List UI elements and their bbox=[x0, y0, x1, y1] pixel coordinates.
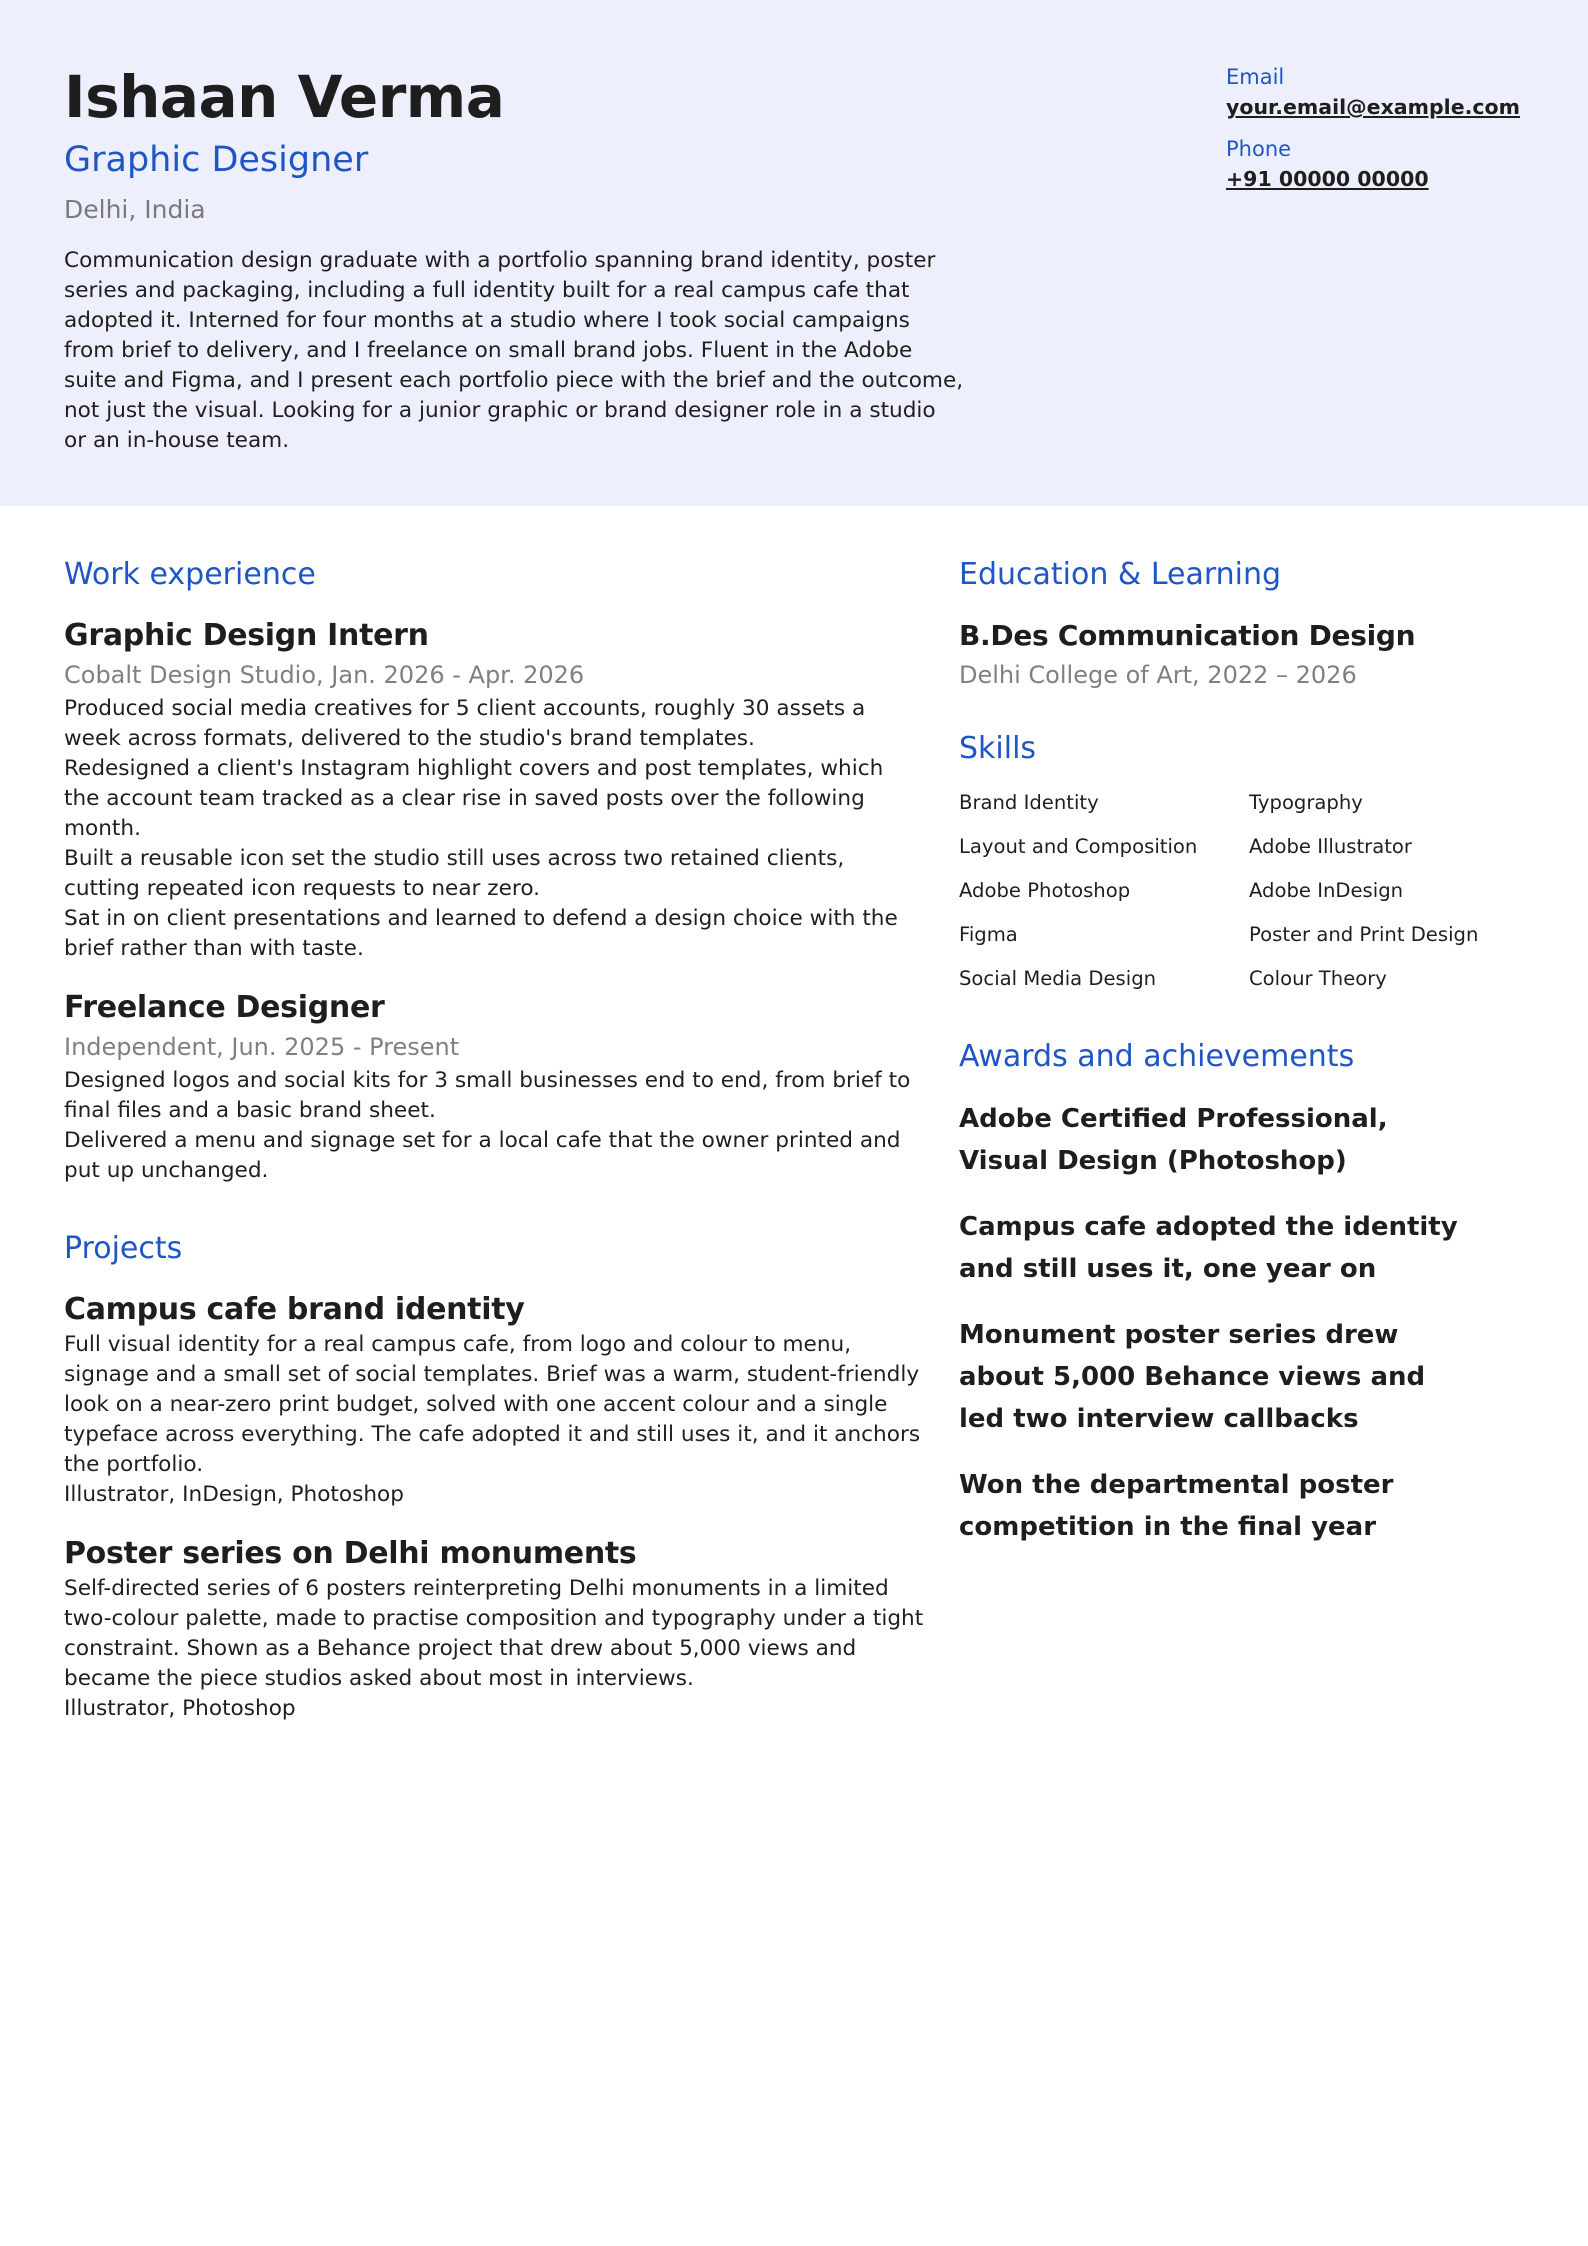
phone-label: Phone bbox=[1226, 137, 1292, 161]
work-entry-line: Built a reusable icon set the studio still uses across two retained clients, cutting repeated icon requests to near zero. bbox=[64, 846, 845, 901]
header-band bbox=[0, 0, 1588, 506]
right-column bbox=[959, 550, 1559, 1548]
project-title: Poster series on Delhi monuments bbox=[64, 1536, 637, 1571]
job-title: Graphic Designer bbox=[64, 140, 369, 180]
work-section-title: Work experience bbox=[64, 557, 316, 592]
work-entry bbox=[64, 988, 924, 1186]
contact-spacer bbox=[1226, 122, 1566, 134]
work-entry-body bbox=[64, 1066, 924, 1186]
skill-item: Adobe InDesign bbox=[1249, 879, 1404, 902]
summary: Communication design graduate with a portfolio spanning brand identity, poster series and packaging, including a full identity built for a real campus cafe that adopted it. Interned for four months at a studio where I took social campaigns from brief to delivery, and I freelance on small brand jobs. Fluent in the Adobe suite and Figma, and I present each portfolio piece with the brief and the outcome, not just the visual. Looking for a junior graphic or brand designer role in a studio or an in-house team. bbox=[64, 248, 964, 453]
work-entry-body bbox=[64, 694, 924, 964]
project-title: Campus cafe brand identity bbox=[64, 1292, 525, 1327]
candidate-name: Ishaan Verma bbox=[64, 63, 505, 131]
work-entry-line: Produced social media creatives for 5 client accounts, roughly 30 assets a week across formats, delivered to the studio's brand templates. bbox=[64, 696, 866, 751]
project-tools: Illustrator, InDesign, Photoshop bbox=[64, 1482, 404, 1507]
skills-section-title: Skills bbox=[959, 731, 1037, 766]
projects-section-title: Projects bbox=[64, 1231, 183, 1266]
education-section-title: Education & Learning bbox=[959, 557, 1282, 592]
phone-link[interactable]: +91 00000 00000 bbox=[1226, 167, 1429, 191]
skill-item: Brand Identity bbox=[959, 791, 1099, 814]
email-label: Email bbox=[1226, 65, 1285, 89]
location: Delhi, India bbox=[64, 195, 206, 224]
project-tools: Illustrator, Photoshop bbox=[64, 1696, 296, 1721]
work-entry-subtitle: Cobalt Design Studio, Jan. 2026 - Apr. 2026 bbox=[64, 661, 585, 689]
contact-block bbox=[1226, 62, 1566, 194]
skill-item: Poster and Print Design bbox=[1249, 923, 1479, 946]
work-entry-title: Graphic Design Intern bbox=[64, 618, 429, 653]
skill-item: Figma bbox=[959, 923, 1018, 946]
project-entry bbox=[64, 1534, 924, 1724]
left-column bbox=[64, 550, 924, 1724]
school: Delhi College of Art, 2022 – 2026 bbox=[959, 661, 1357, 689]
work-entry-line: Designed logos and social kits for 3 small businesses end to end, from brief to final files and a basic brand sheet. bbox=[64, 1068, 911, 1123]
skill-item: Adobe Photoshop bbox=[959, 879, 1131, 902]
email-link[interactable]: your.email@example.com bbox=[1226, 95, 1520, 119]
project-description: Full visual identity for a real campus cafe, from logo and colour to menu, signage and a small set of social templates. Brief was a warm, student-friendly look on a near-zero print budget, solved with one accent colour and a single typeface across everything. The cafe adopted it and still uses it, and it anchors the portfolio. bbox=[64, 1332, 921, 1477]
skill-item: Social Media Design bbox=[959, 967, 1157, 990]
project-entry bbox=[64, 1290, 924, 1510]
award-item: Monument poster series drew about 5,000 Behance views and led two interview callbacks bbox=[959, 1320, 1426, 1434]
work-entry-line: Redesigned a client's Instagram highlight covers and post templates, which the account team tracked as a clear rise in saved posts over the following month. bbox=[64, 756, 884, 841]
skill-item: Adobe Illustrator bbox=[1249, 835, 1412, 858]
degree: B.Des Communication Design bbox=[959, 619, 1416, 652]
project-description: Self-directed series of 6 posters reinterpreting Delhi monuments in a limited two-colour palette, made to practise composition and typography under a tight constraint. Shown as a Behance project that drew about 5,000 views and became the piece studios asked about most in interviews. bbox=[64, 1576, 924, 1691]
work-entry-subtitle: Independent, Jun. 2025 - Present bbox=[64, 1033, 460, 1061]
work-entry bbox=[64, 616, 924, 964]
skill-item: Layout and Composition bbox=[959, 835, 1198, 858]
awards-section-title: Awards and achievements bbox=[959, 1039, 1355, 1074]
award-item: Campus cafe adopted the identity and still uses it, one year on bbox=[959, 1212, 1458, 1284]
skill-item: Colour Theory bbox=[1249, 967, 1387, 990]
work-entry-line: Sat in on client presentations and learned to defend a design choice with the brief rather than with taste. bbox=[64, 906, 898, 961]
work-entry-line: Delivered a menu and signage set for a local cafe that the owner printed and put up unchanged. bbox=[64, 1128, 901, 1183]
award-item: Won the departmental poster competition in the final year bbox=[959, 1470, 1394, 1542]
skills-grid bbox=[959, 788, 1559, 994]
skill-item: Typography bbox=[1249, 791, 1363, 814]
award-item: Adobe Certified Professional, Visual Design (Photoshop) bbox=[959, 1104, 1388, 1176]
work-entry-title: Freelance Designer bbox=[64, 990, 385, 1025]
